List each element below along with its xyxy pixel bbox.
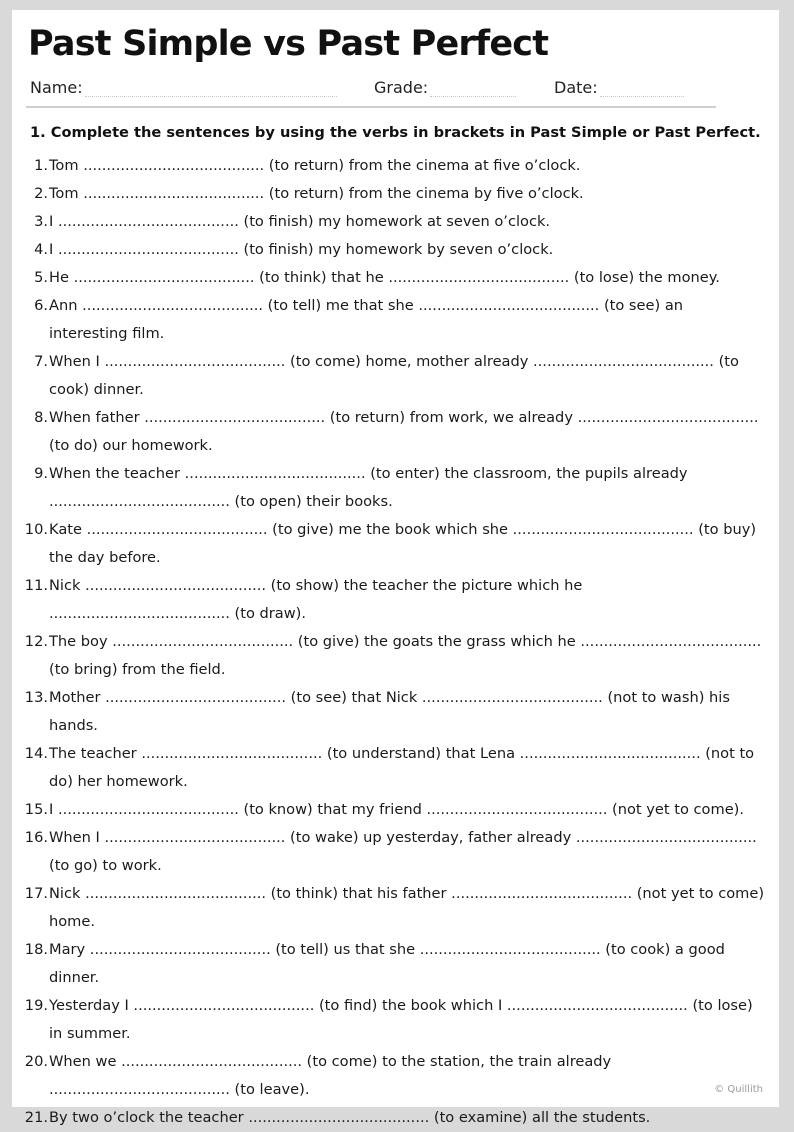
exercise-item (12, 992, 765, 1048)
item-text: When the teacher ....................................... (to enter) the classroom, the pupils already ....................................... (to open) their books. (49, 465, 693, 510)
item-number: 8. (34, 409, 48, 426)
item-text: When I ....................................... (to come) home, mother already ....................................... (to cook) dinner. (49, 353, 744, 398)
exercise-item (12, 516, 765, 572)
grade-field (374, 76, 516, 97)
item-number: 13. (24, 689, 48, 706)
item-number: 14. (24, 745, 48, 762)
exercise-item (12, 880, 769, 936)
exercise-item (12, 460, 765, 516)
exercise-list (12, 152, 769, 1132)
exercise-item (12, 348, 765, 404)
item-number: 19. (24, 997, 48, 1014)
exercise-item (12, 740, 765, 796)
item-number: 17. (24, 885, 48, 902)
item-number: 1. (34, 157, 48, 174)
item-number: 20. (24, 1053, 48, 1070)
exercise-instruction: 1. Complete the sentences by using the verbs in brackets in Past Simple or Past Perfect. (30, 124, 761, 141)
item-text: I ....................................... (to finish) my homework at seven o’clock. (49, 213, 551, 230)
item-text: Mother ....................................... (to see) that Nick ....................................... (not to wash) his hands. (49, 689, 735, 734)
item-number: 21. (24, 1109, 48, 1126)
copyright-footer: © Quillith (714, 1084, 763, 1095)
item-text: Kate ....................................... (to give) me the book which she ....................................... (to buy) the day before. (49, 521, 761, 566)
exercise-item (12, 684, 765, 740)
exercise-item (12, 264, 765, 292)
item-text: When father ....................................... (to return) from work, we already ....................................... (to do) our homework. (49, 409, 764, 454)
date-field (554, 76, 684, 97)
item-text: Yesterday I ....................................... (to find) the book which I ....................................... (to lose) in summer. (49, 997, 758, 1042)
name-blank (85, 76, 337, 97)
item-text: Mary ....................................... (to tell) us that she ....................................... (to cook) a good dinner. (49, 941, 730, 986)
worksheet-page (12, 10, 779, 1126)
item-number: 2. (34, 185, 48, 202)
item-number: 18. (24, 941, 48, 958)
item-number: 4. (34, 241, 48, 258)
header-divider (26, 106, 716, 108)
page-title: Past Simple vs Past Perfect (28, 24, 549, 64)
item-number: 10. (24, 521, 48, 538)
exercise-item (12, 1048, 765, 1104)
grade-blank (430, 76, 516, 97)
exercise-item (12, 152, 765, 180)
item-text: I ....................................... (to know) that my friend ....................................... (not yet to come). (49, 801, 745, 818)
item-number: 7. (34, 353, 48, 370)
exercise-item (12, 208, 765, 236)
item-text: I ....................................... (to finish) my homework by seven o’clock. (49, 241, 554, 258)
exercise-item (12, 628, 765, 684)
exercise-item (12, 572, 765, 628)
exercise-item (12, 292, 765, 348)
item-text: Tom ....................................... (to return) from the cinema by five o’clock. (49, 185, 584, 202)
date-label: Date: (554, 78, 598, 97)
item-number: 3. (34, 213, 48, 230)
item-number: 15. (24, 801, 48, 818)
item-text: When we ....................................... (to come) to the station, the train already ....................................... (to leave). (49, 1053, 616, 1098)
item-number: 9. (34, 465, 48, 482)
item-text: He ....................................... (to think) that he ....................................... (to lose) the money. (49, 269, 720, 286)
item-text: By two o’clock the teacher ....................................... (to examine) all the students. (49, 1109, 651, 1126)
exercise-item (12, 1104, 765, 1132)
item-text: Tom ....................................... (to return) from the cinema at five o’clock. (49, 157, 581, 174)
exercise-item (12, 404, 765, 460)
exercise-item (12, 236, 765, 264)
item-number: 16. (24, 829, 48, 846)
item-text: The boy ....................................... (to give) the goats the grass which he ....................................... (to bring) from the field. (49, 633, 766, 678)
grade-label: Grade: (374, 78, 429, 97)
exercise-item (12, 824, 765, 880)
name-label: Name: (30, 78, 83, 97)
item-number: 6. (34, 297, 48, 314)
date-blank (600, 76, 684, 97)
item-number: 11. (24, 577, 48, 594)
item-text: Nick ....................................... (to think) that his father ....................................... (not yet to come) home. (49, 885, 769, 930)
exercise-item (12, 796, 765, 824)
item-text: Nick ....................................... (to show) the teacher the picture which he ....................................... (to draw). (49, 577, 588, 622)
item-text: When I ....................................... (to wake) up yesterday, father already ....................................... (to go) to work. (49, 829, 762, 874)
name-field (30, 76, 337, 97)
item-number: 5. (34, 269, 48, 286)
exercise-item (12, 180, 765, 208)
item-text: Ann ....................................... (to tell) me that she ....................................... (to see) an interesting film. (49, 297, 688, 342)
exercise-item (12, 936, 765, 992)
item-text: The teacher ....................................... (to understand) that Lena ....................................... (not to do) her homework. (49, 745, 759, 790)
item-number: 12. (24, 633, 48, 650)
